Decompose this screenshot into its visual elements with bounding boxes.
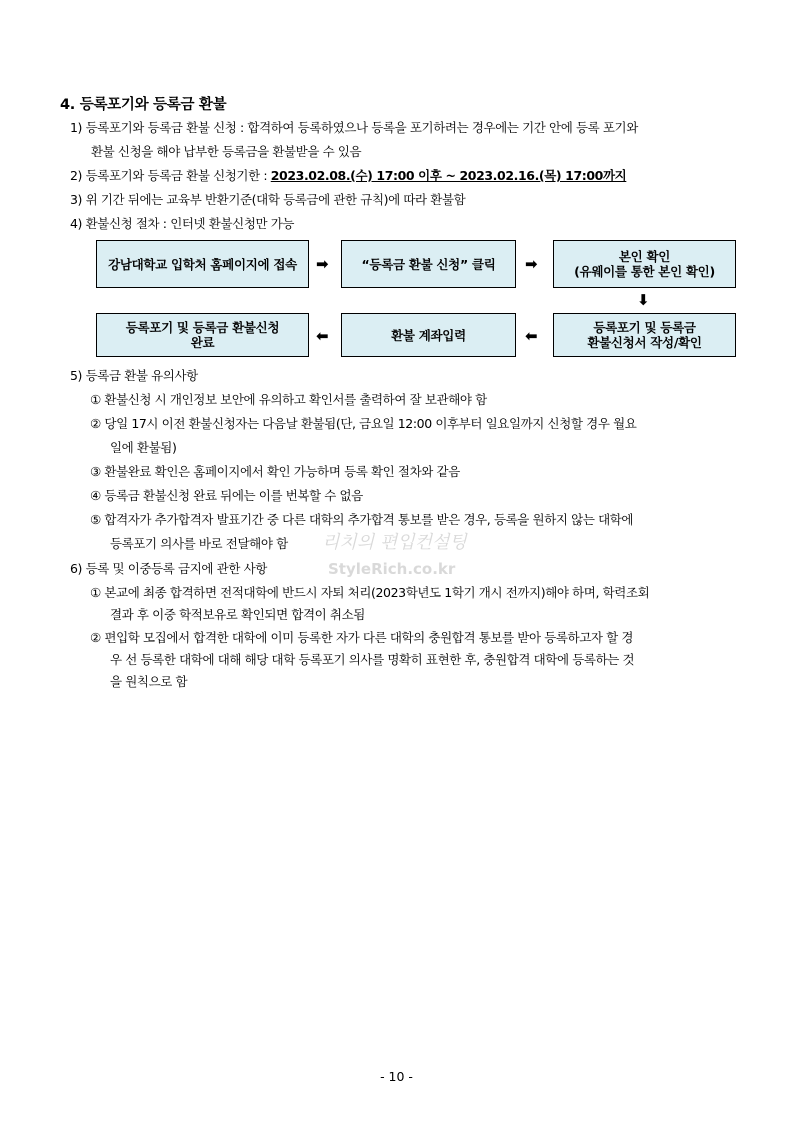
note-6-2-mark: ② — [90, 630, 101, 645]
item-2-prefix: 등록포기와 등록금 환불 신청기한 : — [85, 168, 271, 183]
note-5-2-text: 당일 17시 이전 환불신청자는 다음날 환불됨(단, 금요일 12:00 이후부터 일요일까지 신청할 경우 월요 — [104, 416, 637, 431]
note-5-1-text: 환불신청 시 개인정보 보안에 유의하고 확인서를 출력하여 잘 보관해야 함 — [104, 392, 487, 407]
item-4-number: 4) — [70, 216, 83, 231]
item-1-text: 등록포기와 등록금 환불 신청 : 합격하여 등록하였으나 등록을 포기하려는 경우에는 기간 안에 등록 포기와 — [85, 120, 638, 135]
note-5-5-text: 합격자가 추가합격자 발표기간 중 다른 대학의 추가합격 통보를 받은 경우, 등록을 원하지 않는 대학에 — [104, 512, 634, 527]
note-5-2-mark: ② — [90, 416, 101, 431]
note-5-4-mark: ④ — [90, 488, 101, 503]
flow-step-5-label: 환불 계좌입력 — [391, 327, 466, 343]
left-arrow-icon: ⬅ — [525, 327, 538, 345]
item-1-line-1 — [70, 120, 638, 136]
item-6-text: 등록 및 이중등록 금지에 관한 사항 — [85, 561, 267, 576]
item-6-number: 6) — [70, 561, 83, 576]
note-5-4 — [90, 488, 363, 504]
right-arrow-icon: ➡ — [525, 255, 538, 273]
item-6 — [70, 561, 267, 577]
item-5 — [70, 368, 198, 384]
item-3 — [70, 192, 465, 208]
page-number: - 10 - — [380, 1069, 413, 1084]
note-6-2-text: 편입학 모집에서 합격한 대학에 이미 등록한 자가 다른 대학의 충원합격 통보를 받아 등록하고자 할 경 — [104, 630, 634, 645]
note-6-1-text: 본교에 최종 합격하면 전적대학에 반드시 자퇴 처리(2023학년도 1학기 개시 전까지)해야 하며, 학력조회 — [104, 585, 650, 600]
item-4-text: 환불신청 절차 : 인터넷 환불신청만 가능 — [85, 216, 295, 231]
item-1-number: 1) — [70, 120, 83, 135]
item-2-number: 2) — [70, 168, 83, 183]
note-5-1-mark: ① — [90, 392, 101, 407]
flow-step-2-click-refund — [341, 240, 516, 288]
note-5-3-mark: ③ — [90, 464, 101, 479]
flow-step-4-line-1: 등록포기 및 등록금 — [593, 320, 696, 335]
flow-step-1-label: 강남대학교 입학처 홈페이지에 접속 — [108, 256, 297, 272]
left-arrow-icon: ⬅ — [316, 327, 329, 345]
item-5-text: 등록금 환불 유의사항 — [85, 368, 198, 383]
item-4 — [70, 216, 294, 232]
flow-step-6-complete — [96, 313, 309, 357]
note-5-5-line-1 — [90, 512, 633, 528]
flow-step-6-line-2: 완료 — [190, 335, 215, 350]
right-arrow-icon: ➡ — [316, 255, 329, 273]
item-3-number: 3) — [70, 192, 83, 207]
note-6-2-line-3: 을 원칙으로 함 — [110, 674, 188, 689]
note-5-2-line-2: 일에 환불됨) — [110, 440, 177, 455]
note-6-2-line-2: 우 선 등록한 대학에 대해 해당 대학 등록포기 의사를 명확히 표현한 후, 충원합격 대학에 등록하는 것 — [110, 652, 635, 667]
note-5-3-text: 환불완료 확인은 홈페이지에서 확인 가능하며 등록 확인 절차와 같음 — [104, 464, 460, 479]
flow-step-2-label: “등록금 환불 신청” 클릭 — [361, 256, 496, 272]
flow-step-3-line-2: (유웨이를 통한 본인 확인) — [574, 264, 715, 279]
note-6-2-line-1 — [90, 630, 633, 646]
watermark-brand-name: 리치의 편입컨설팅 — [322, 532, 467, 553]
note-5-1 — [90, 392, 487, 408]
flow-step-3-identity-check — [553, 240, 736, 288]
item-3-text: 위 기간 뒤에는 교육부 반환기준(대학 등록금에 관한 규칙)에 따라 환불함 — [85, 192, 466, 207]
flow-step-6-line-1: 등록포기 및 등록금 환불신청 — [125, 320, 280, 335]
item-5-number: 5) — [70, 368, 83, 383]
section-title: 4. 등록포기와 등록금 환불 — [60, 97, 227, 113]
item-1-line-2: 환불 신청을 해야 납부한 등록금을 환불받을 수 있음 — [91, 144, 362, 159]
note-6-1-line-1 — [90, 585, 649, 601]
flow-step-4-line-2: 환불신청서 작성/확인 — [587, 335, 702, 350]
note-5-3 — [90, 464, 460, 480]
note-6-1-line-2: 결과 후 이중 학적보유로 확인되면 합격이 취소됨 — [110, 607, 365, 622]
note-5-2-line-1 — [90, 416, 636, 432]
note-6-1-mark: ① — [90, 585, 101, 600]
refund-deadline: 2023.02.08.(수) 17:00 이후 ~ 2023.02.16.(목) 17:00까지 — [270, 168, 627, 183]
note-5-5-mark: ⑤ — [90, 512, 101, 527]
flow-step-5-account-input — [341, 313, 516, 357]
watermark-site: StyleRich.co.kr — [328, 560, 456, 578]
note-5-5-line-2: 등록포기 의사를 바로 전달해야 함 — [110, 536, 288, 551]
down-arrow-icon: ⬇ — [637, 291, 650, 309]
flow-step-4-application-form — [553, 313, 736, 357]
flow-step-1-access-homepage — [96, 240, 309, 288]
item-2 — [70, 168, 626, 184]
note-5-4-text: 등록금 환불신청 완료 뒤에는 이를 번복할 수 없음 — [104, 488, 363, 503]
flow-step-3-line-1: 본인 확인 — [618, 249, 671, 264]
